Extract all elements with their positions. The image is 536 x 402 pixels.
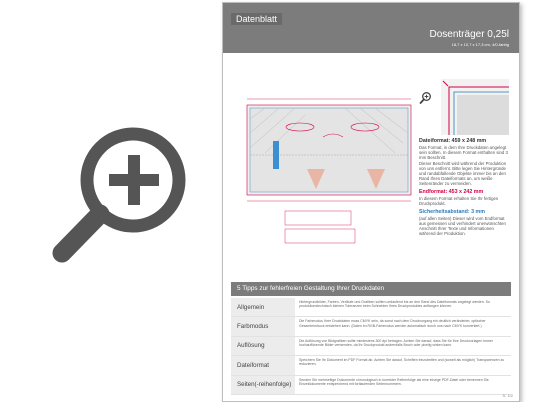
table-row [231,317,511,336]
note-heading: Dateiformat: 459 x 248 mm [419,138,487,144]
tip-label: Allgemein [231,298,295,316]
tip-text: Senden Sie mehrseitige Dokumente chronologisch in korrekter Reihenfolge als eine einzige PDF-Datei oder benennen Sie Einzeldokumente entsprechend mit fortlaufenden Seitennummern. [299,377,489,386]
table-row [231,356,511,375]
product-title: Dosenträger 0,25l [429,29,509,40]
table-row [231,298,511,317]
dieline-drawing [245,93,413,251]
tip-text: Die Farbmodus Ihrer Druckdaten muss CMYK sein, da sonst nach dem Druckvorgang ein deutlich veränderter, optischer Gesamteindruck entstehen kann. (Daten im RGB-Farbmodus werden automatisch durch uns nach CMYK konvertiert.) [299,319,486,328]
product-subtitle: 18,7 x 10,7 x 17,3 cm, 4/0-farbig [451,42,509,47]
corner-detail-drawing [441,79,509,135]
tip-label: Dateiformat [231,356,295,374]
note-heading: Sicherheitsabstand: 3 mm [419,209,485,215]
tip-text: Speichern Sie Ihr Dokument im PDF Format ab. Achten Sie darauf, Schriften einzubetten und (soweit als möglich) Transparenzen zu reduzieren. [299,358,505,367]
tip-label: Farbmodus [231,317,295,335]
zoom-in-icon[interactable] [48,115,186,265]
tip-text: Hintergrundbilder, Farben, Verläufe und Grafiken sollten umlaufend bis an den Rand des Dateiformats angelegt werden. So produktionstechnisch kleinen Toleranzen beim Schneiden Ihres Druckproduktes auffangen können. [299,300,490,309]
tips-title: 5 Tipps zur fehlerfreien Gestaltung Ihrer Druckdaten [231,282,511,296]
tip-label: Auflösung [231,337,295,355]
note-text: Dieser Beschnitt wird während der Produktion von uns entfernt. Bitte legen Sie Hintergründe und randabfallende Objekte immer bis an den Rand Ihres Dateiformats an, um weiße Seitenränder zu vermeiden. [419,161,507,186]
tip-label: Seiten(-reihenfolge) [231,376,295,394]
note-text: (auf allen Seiten) Dieser wird vom Endformat aus gemessen und verhindert unerwünschten Anschnitt Ihrer Texte und Informationen während der Produktion. [419,216,506,236]
datasheet-page [222,2,520,402]
table-row [231,376,511,395]
tips-table [231,298,511,395]
zoom-in-small-icon[interactable] [419,91,431,105]
page-number: S. 1/2 [502,393,513,398]
note-text: In diesem Format erhalten Sie Ihr fertiges Druckprodukt. [419,196,499,206]
datasheet-tag: Datenblatt [231,13,282,25]
table-row [231,337,511,356]
datasheet-header [223,3,519,53]
format-notes [419,135,511,236]
tip-text: Die Auflösung von Bildgrafiken sollte mindestens 300 dpi betragen. Achten Sie darauf, dass Sie für Ihre Druckvorlagen immer hochauflösende Bilder verwenden, da Ihr Druckprodukt andernfalls Bruch oder pixelig wirken kann. [299,338,493,348]
note-heading: Endformat: 453 x 242 mm [419,189,484,195]
note-text: Das Format, in dem Ihre Druckdaten angelegt sein sollten. In diesem Format enthalten sind 3 mm Beschnitt. [419,145,508,160]
